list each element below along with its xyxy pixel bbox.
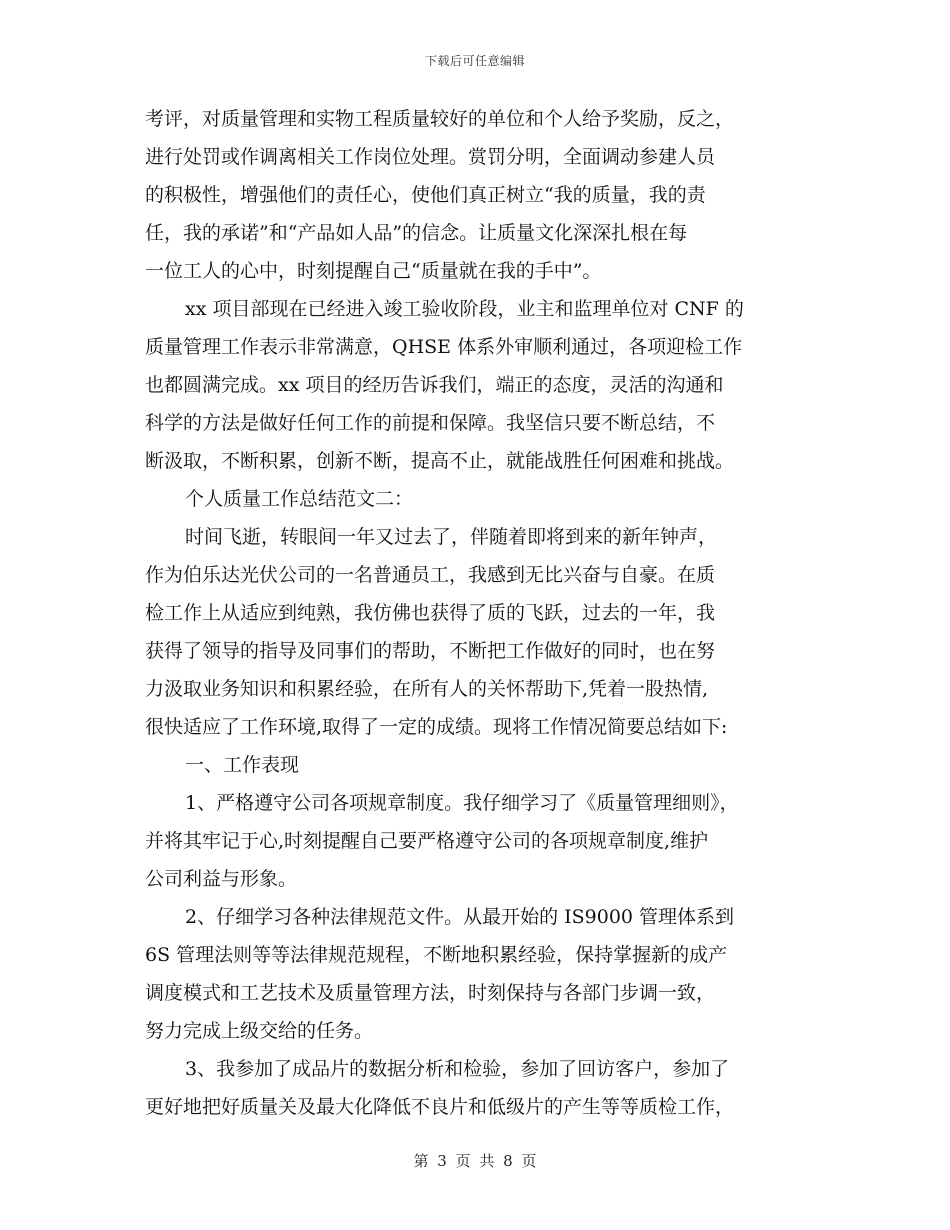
text-line: 进行处罚或作调离相关工作岗位处理。赏罚分明，全面调动参建人员	[145, 146, 716, 168]
text-line: 很快适应了工作环境,取得了一定的成绩。现将工作情况简要总结如下:	[145, 716, 728, 738]
page-number-footer: 第 3 页 共 8 页	[413, 1152, 537, 1170]
text-line: 努力完成上级交给的任务。	[145, 1020, 374, 1042]
text-line: 6S 管理法则等等法律规范规程，不断地积累经验，保持掌握新的成产	[145, 944, 728, 966]
paragraph-start-line: 2、仔细学习各种法律规范文件。从最开始的 IS9000 管理体系到	[185, 906, 735, 928]
paragraph-start-line: 3、我参加了成品片的数据分析和检验，参加了回访客户，参加了	[185, 1058, 730, 1080]
text-line: 断汲取，不断积累，创新不断，提高不止，就能战胜任何困难和挑战。	[145, 450, 735, 472]
section-heading: 一、工作表现	[185, 754, 300, 776]
document-body	[145, 100, 810, 1126]
text-line: 一位工人的心中，时刻提醒自己“质量就在我的手中”。	[145, 260, 602, 282]
text-line: 获得了领导的指导及同事们的帮助，不断把工作做好的同时，也在努	[145, 640, 716, 662]
text-line: 公司利益与形象。	[145, 868, 298, 890]
text-line: 力汲取业务知识和积累经验，在所有人的关怀帮助下,凭着一股热情,	[145, 678, 709, 700]
text-line: 作为伯乐达光伏公司的一名普通员工，我感到无比兴奋与自豪。在质	[145, 564, 716, 586]
text-line: 检工作上从适应到纯熟，我仿佛也获得了质的飞跃，过去的一年，我	[145, 602, 716, 624]
text-line: 更好地把好质量关及最大化降低不良片和低级片的产生等等质检工作，	[145, 1096, 735, 1118]
page-header: 下载后可任意编辑	[424, 54, 525, 68]
text-line: 的积极性，增强他们的责任心，使他们真正树立“我的质量，我的责	[145, 184, 706, 206]
text-line: 质量管理工作表示非常满意，QHSE 体系外审顺利通过，各项迎检工作	[145, 336, 743, 358]
text-line: 也都圆满完成。xx 项目的经历告诉我们，端正的态度，灵活的沟通和	[145, 374, 724, 396]
paragraph-start-line: xx 项目部现在已经进入竣工验收阶段，业主和监理单位对 CNF 的	[185, 298, 744, 320]
paragraph-start-line: 1、严格遵守公司各项规章制度。我仔细学习了《质量管理细则》，	[185, 792, 739, 814]
text-line: 科学的方法是做好任何工作的前提和保障。我坚信只要不断总结，不	[145, 412, 716, 434]
section-heading: 个人质量工作总结范文二：	[185, 488, 414, 510]
text-line: 任，我的承诺”和“产品如人品”的信念。让质量文化深深扎根在每	[145, 222, 688, 244]
text-line: 调度模式和工艺技术及质量管理方法，时刻保持与各部门步调一致，	[145, 982, 716, 1004]
text-line: 并将其牢记于心,时刻提醒自己要严格遵守公司的各项规章制度,维护	[145, 830, 709, 852]
paragraph-start-line: 时间飞逝，转眼间一年又过去了，伴随着即将到来的新年钟声，	[185, 526, 718, 548]
text-line: 考评，对质量管理和实物工程质量较好的单位和个人给予奖励，反之，	[145, 108, 735, 130]
